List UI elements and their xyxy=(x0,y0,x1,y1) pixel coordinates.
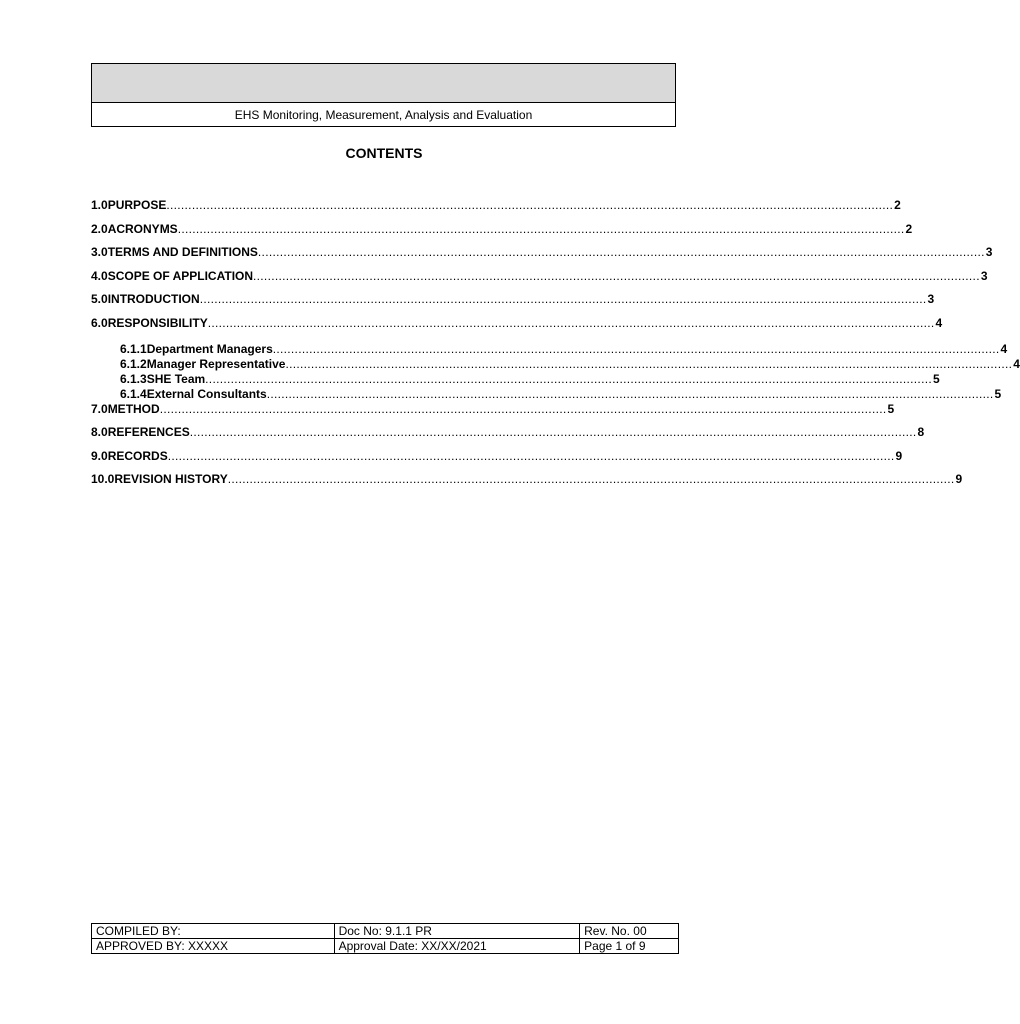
toc-entry-page: 5 xyxy=(887,401,895,416)
toc-entry-number: 3.0 xyxy=(91,245,108,260)
toc-entry-title: Manager Representative xyxy=(146,356,286,371)
toc-entry[interactable] xyxy=(91,425,925,449)
toc-entry-number: 6.0 xyxy=(91,315,108,330)
document-footer xyxy=(91,923,679,954)
toc-entry[interactable] xyxy=(91,386,1002,402)
header-logo-band xyxy=(92,64,675,103)
toc-leader-dots: ........................................................................................................................................................................................................ xyxy=(205,371,932,386)
toc-leader-dots: ........................................................................................................................................................................................................ xyxy=(207,315,935,330)
toc-entry-number: 10.0 xyxy=(91,472,115,487)
toc-entry-page: 4 xyxy=(1000,341,1008,356)
toc-entry[interactable] xyxy=(91,315,943,340)
toc-entry[interactable] xyxy=(91,356,1020,372)
toc-leader-dots: ........................................................................................................................................................................................................ xyxy=(285,356,1013,371)
toc-leader-dots: ........................................................................................................................................................................................................ xyxy=(167,448,895,463)
toc-entry-number: 7.0 xyxy=(91,401,108,416)
toc-entry-title: SHE Team xyxy=(146,371,206,386)
toc-leader-dots: ........................................................................................................................................................................................................ xyxy=(266,386,994,401)
toc-leader-dots: ........................................................................................................................................................................................................ xyxy=(159,401,887,416)
toc-entry-title: METHOD xyxy=(107,401,160,416)
toc-entry-number: 8.0 xyxy=(91,425,108,440)
doc-number: Doc No: 9.1.1 PR xyxy=(334,924,580,939)
toc-entry-number: 6.1.3 xyxy=(120,371,147,386)
toc-entry-page: 5 xyxy=(932,371,940,386)
approved-by: APPROVED BY: XXXXX xyxy=(92,939,335,954)
toc-leader-dots: ........................................................................................................................................................................................................ xyxy=(177,221,905,236)
toc-entry[interactable] xyxy=(91,401,895,426)
toc-entry-page: 5 xyxy=(994,386,1002,401)
toc-entry-title: REVISION HISTORY xyxy=(114,472,228,487)
toc-entry[interactable] xyxy=(91,472,963,496)
toc-entry-page: 2 xyxy=(894,198,901,212)
toc-entry-number: 9.0 xyxy=(91,448,108,463)
toc-entry-title: SCOPE OF APPLICATION xyxy=(107,268,254,283)
toc-leader-dots: ........................................................................................................................................................................................................ xyxy=(199,292,927,307)
toc-leader-dots: ........................................................................................................................................................................................................ xyxy=(257,245,985,260)
revision-number: Rev. No. 00 xyxy=(580,924,679,939)
toc-entry-title: External Consultants xyxy=(146,386,267,401)
toc-entry-number: 6.1.4 xyxy=(120,386,147,401)
toc-leader-dots: ........................................................................................................................................................................................................ xyxy=(166,198,894,212)
toc-entry-page: 8 xyxy=(917,425,925,440)
toc-entry-page: 4 xyxy=(935,315,943,330)
toc-entry-page: 9 xyxy=(955,472,963,487)
toc-entry-page: 3 xyxy=(985,245,993,260)
toc-leader-dots: ........................................................................................................................................................................................................ xyxy=(253,268,980,283)
document-title: EHS Monitoring, Measurement, Analysis and Evaluation xyxy=(234,108,533,122)
toc-entry-page: 3 xyxy=(980,268,988,283)
toc-leader-dots: ........................................................................................................................................................................................................ xyxy=(227,472,955,487)
toc-entry[interactable] xyxy=(91,268,988,293)
approval-date: Approval Date: XX/XX/2021 xyxy=(334,939,580,954)
toc-entry-number: 5.0 xyxy=(91,292,108,307)
contents-heading: CONTENTS xyxy=(345,145,423,161)
toc-entry-number: 2.0 xyxy=(91,221,108,236)
toc-entry[interactable] xyxy=(91,371,940,387)
toc-entry-title: RESPONSIBILITY xyxy=(107,315,208,330)
toc-entry-page: 2 xyxy=(905,221,913,236)
toc-entry-title: ACRONYMS xyxy=(107,221,178,236)
compiled-by: COMPILED BY: xyxy=(92,924,335,939)
toc-entry-number: 1.0 xyxy=(91,198,108,212)
toc-leader-dots: ........................................................................................................................................................................................................ xyxy=(272,341,1000,356)
toc-entry-number: 6.1.2 xyxy=(120,356,147,371)
toc-entry-title: REFERENCES xyxy=(107,425,190,440)
toc-leader-dots: ........................................................................................................................................................................................................ xyxy=(189,425,917,440)
toc-entry[interactable] xyxy=(91,448,903,473)
toc-entry-title: PURPOSE xyxy=(107,198,167,212)
toc-entry[interactable] xyxy=(91,292,935,316)
toc-entry-page: 4 xyxy=(1013,356,1020,371)
toc-entry[interactable] xyxy=(91,221,913,246)
toc-entry-title: RECORDS xyxy=(107,448,168,463)
document-header xyxy=(91,63,676,127)
toc-entry-title: TERMS AND DEFINITIONS xyxy=(107,245,258,260)
toc-entry-number: 4.0 xyxy=(91,268,108,283)
toc-entry[interactable] xyxy=(91,198,901,222)
toc-entry-title: Department Managers xyxy=(146,341,273,356)
toc-entry-number: 6.1.1 xyxy=(120,341,147,356)
toc-entry[interactable] xyxy=(91,245,993,269)
toc-entry-page: 9 xyxy=(895,448,903,463)
toc-entry-title: INTRODUCTION xyxy=(107,292,200,307)
toc-entry-page: 3 xyxy=(927,292,935,307)
page-number: Page 1 of 9 xyxy=(580,939,679,954)
toc-entry[interactable] xyxy=(91,341,1008,357)
table-of-contents xyxy=(91,198,1020,496)
